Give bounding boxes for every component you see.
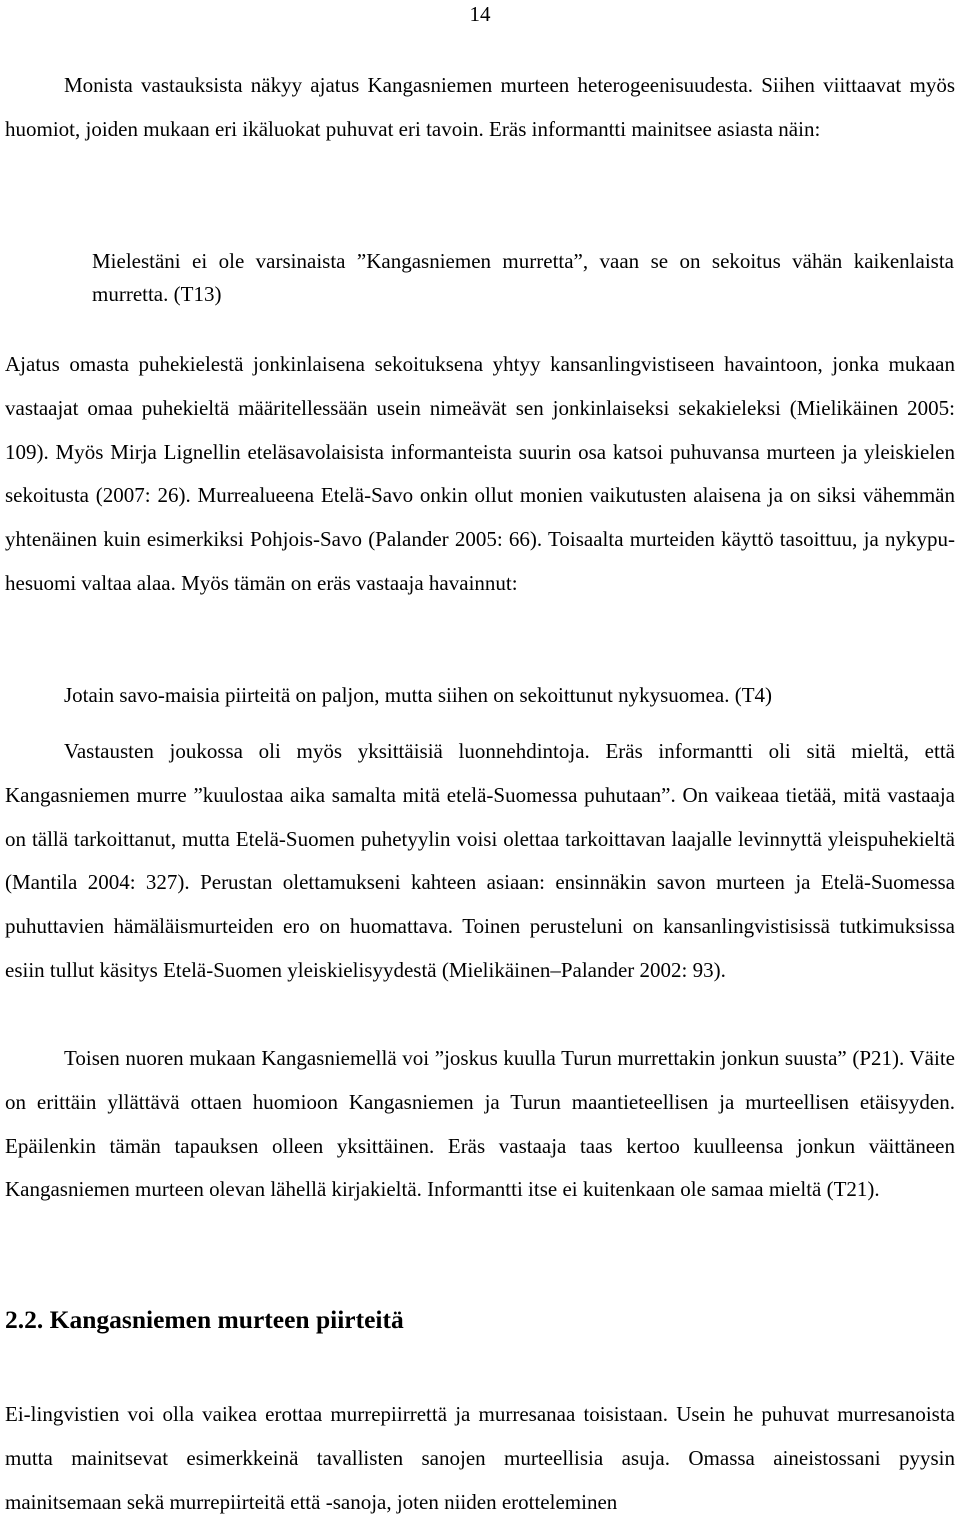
- paragraph-turku-dialect: Toisen nuoren mukaan Kangasniemellä voi ”joskus kuulla Turun murrettakin jonkun suusta” (P21). Väite on erittäin yllättävä ottaen huomioon Kangasniemen ja Turun maantieteellisen ja murteellisen etäisyyden. Epäilenkin tämän tapauksen olleen yksittäinen. Eräs vastaaja taas kertoo kuulleensa jonkun väittäneen Kangasniemen murteen olevan lähellä kirjakieltä. Informantti itse ei kuitenkaan ole samaa mieltä (T21).: [5, 1046, 955, 1202]
- paragraph-mixed-language: Ajatus omasta puhekielestä jonkinlaisena sekoituksena yhtyy kansanlingvistiseen havaintoon, jonka mukaan vastaajat omaa puhekieltä määritellessään usein nimeävät sen jonkinlaiseksi sekakieleksi (Mielikäinen 2005: 109). Myös Mirja Lignellin eteläsavolaisista informanteista suurin osa katsoi puhuvansa murteen ja yleiskielen sekoitusta (2007: 26). Murrealueena Etelä-Savo onkin ollut monien vaikutusten alaisena ja on siksi vähemmän yhtenäinen kuin esimerkiksi Pohjois-Savo (Palander 2005: 66). Toisaalta murteiden käyttö tasoittuu, ja nykypuhesuomi valtaa alaa. Myös tämän on eräs vastaaja havainnut:: [5, 352, 955, 595]
- paragraph-dialect-features: Ei-lingvistien voi olla vaikea erottaa murrepiirrettä ja murresanaa toisistaan. Usein he puhuvat murresanoista mutta mainitsevat esimerkkeinä tavallisten sanojen murteellisia asuja. Omassa aineistossani pyysin mainitsemaan sekä murrepiirteitä että -sanoja, joten niiden erotteleminen: [5, 1402, 955, 1514]
- page-number: 14: [469, 2, 491, 26]
- paragraph-southern-finland: Vastausten joukossa oli myös yksittäisiä luonnehdintoja. Eräs informantti oli sitä mieltä, että Kangasniemen murre ”kuulostaa aika samalta mitä etelä-Suomessa puhutaan”. On vaikeaa tietää, mitä vastaaja on tällä tarkoittanut, mutta Etelä-Suomen puhetyylin voisi olettaa tarkoittavan laajalle levinnyttä yleispuhekieltä (Mantila 2004: 327). Perustan olettamukseni kahteen asiaan: ensinnäkin savon murteen ja Etelä-Suomessa puhuttavien hämäläismurteiden ero on huomattava. Toinen perusteluni on kansanlingvistisissä tutkimuksissa esiin tullut käsitys Etelä-Suomen yleiskielisyydestä (Mielikäinen–Palander 2002: 93).: [5, 739, 955, 982]
- block-quote-t13: Mielestäni ei ole varsinaista ”Kangasniemen murretta”, vaan se on sekoitus vähän kaikenlaista murretta. (T13): [92, 249, 954, 306]
- block-quote-t4: Jotain savo-maisia piirteitä on paljon, mutta siihen on sekoittunut nykysuomea. (T4): [64, 683, 773, 707]
- paragraph-heterogeneity: Monista vastauksista näkyy ajatus Kangasniemen murteen heterogeenisuudesta. Siihen viittaavat myös huomiot, joiden mukaan eri ikäluokat puhuvat eri tavoin. Eräs informantti mainitsee asiasta näin:: [5, 73, 955, 141]
- section-heading: 2.2. Kangasniemen murteen piirteitä: [5, 1305, 404, 1334]
